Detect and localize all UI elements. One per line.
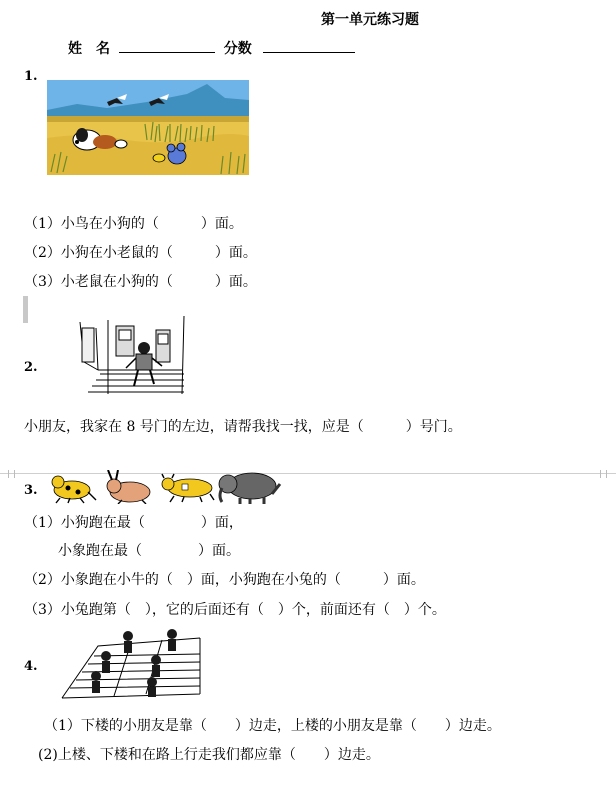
name-blank — [119, 40, 215, 53]
elephant-figure — [219, 473, 280, 504]
q1-item-2: （2）小狗在小老鼠的（ ）面。 — [24, 245, 257, 261]
q4-item-2: (2)上楼、下楼和在路上行走我们都应靠（ ）边走。 — [38, 747, 380, 763]
rabbit-figure — [107, 470, 150, 504]
q3-item-1: （1）小狗跑在最（ ）面， — [24, 515, 243, 531]
question-3-number: 3. — [24, 483, 38, 498]
q2-text: 小朋友，我家在 8 号门的左边，请帮我找一找，应是（ ）号门。 — [24, 419, 462, 435]
page-title: 第一单元练习题 — [321, 12, 419, 28]
q3-item-1b: 小象跑在最（ ）面。 — [58, 543, 240, 559]
margin-marker — [23, 296, 28, 323]
question-2-number: 2. — [24, 360, 38, 375]
score-blank — [263, 40, 355, 53]
q4-item-1: （1）下楼的小朋友是靠（ ）边走，上楼的小朋友是靠（ ）边走。 — [44, 718, 501, 734]
name-label: 姓 名 — [68, 41, 110, 57]
q1-item-3: （3）小老鼠在小狗的（ ）面。 — [24, 274, 257, 290]
dog-figure — [52, 476, 96, 503]
question-1-number: 1. — [24, 69, 38, 84]
name-field — [68, 38, 355, 58]
q2-picture-doors — [78, 314, 190, 398]
q4-picture-stairs-children — [60, 626, 210, 700]
q3-item-3: （3）小兔跑第（ ），它的后面还有（ ）个，前面还有（ ）个。 — [24, 602, 446, 618]
question-4-number: 4. — [24, 659, 38, 674]
q3-picture-running-animals — [50, 470, 285, 504]
q1-picture-bird-dog-mouse — [47, 80, 249, 175]
q1-item-1: （1）小鸟在小狗的（ ）面。 — [24, 216, 243, 232]
cow-figure — [162, 474, 214, 502]
q3-item-2: （2）小象跑在小牛的（ ）面，小狗跑在小兔的（ ）面。 — [24, 572, 425, 588]
score-label: 分数 — [223, 41, 252, 57]
